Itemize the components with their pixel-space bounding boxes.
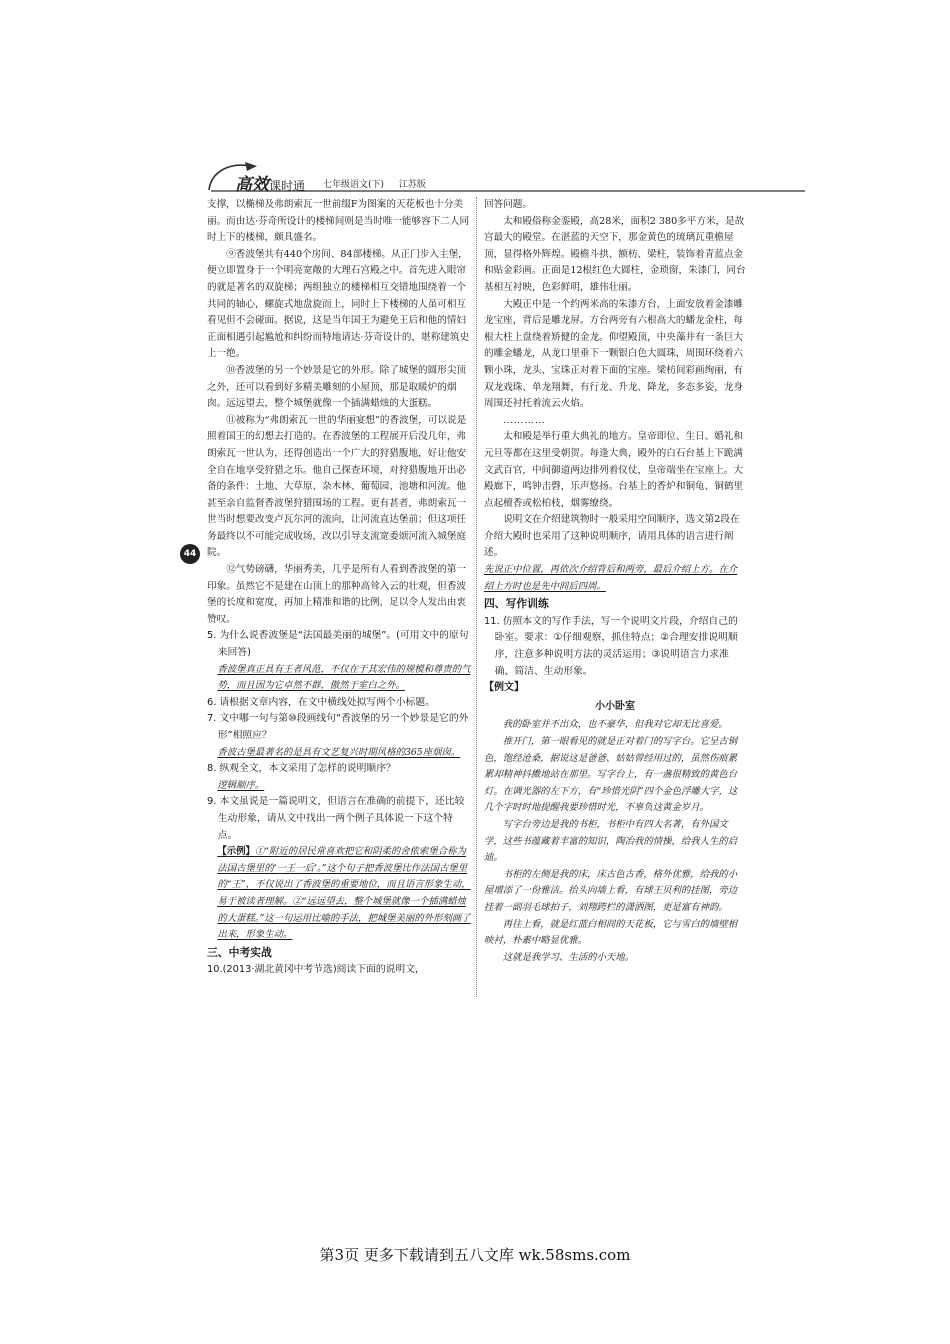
- column-divider: [476, 197, 477, 997]
- question-5: 5. 为什么说香波堡是“法国最美丽的城堡”。(可用文中的原句来回答): [207, 630, 469, 659]
- paragraph: ⑫气势磅礴，华丽秀美，几乎是所有人看到香波堡的第一印象。虽然它不是建在山顶上的那种高耸入云的壮观，但香波堡的长度和宽度，再加上精准和谐的比例，足以令人发出由衷赞叹。: [207, 564, 467, 625]
- example-paragraph: 我的卧室并不出众，也不豪华，但我对它却无比喜爱。: [502, 719, 728, 731]
- paragraph: ⑨香波堡共有440个房间、84部楼梯。从正门步入主堡，便立即置身于一个明亮宽敞的大理石宫殿之中。首先进入眼帘的就是著名的双旋梯；两组独立的楼梯相互交错地围绕着一个共同的轴心，螺旋式地盘旋而上，同时上下楼梯的人虽可相互看见但不会碰面。据说，这是当年国王为避免王后和他的情妇正面相遇引起尴尬和纠纷而特地请达·芬奇设计的，堪称建筑史上一绝。: [207, 248, 470, 360]
- answer-9-text: ①“附近的居民常喜欢把它和阴柔的舍侬索堡合称为法国古堡里的‘一王一后’。”这个句子把香波堡比作法国古堡里的“王”，不仅说出了香波堡的重要地位，而且语言形象生动，易于被读者理解。②“远远望去，整个城堡就像一个插满蜡烛的大蛋糕。”这一句运用比喻的手法，把城堡美丽的外形刻画了出来，形象生动。: [217, 846, 471, 941]
- example-paragraph: 这就是我学习、生活的小天地。: [502, 951, 635, 963]
- edition-label: 江苏版: [398, 180, 426, 190]
- section-heading-4: 四、写作训练: [484, 597, 549, 611]
- example-paragraph: 再往上看，就是红蓝白相间的天花板，它与雪白的墙壁相映衬，朴素中略显优雅。: [484, 918, 738, 947]
- ellipsis: …………: [503, 414, 546, 426]
- brand-title: 高效课时通: [235, 175, 306, 195]
- answer-9: [217, 844, 471, 944]
- question-7: 7. 文中哪一句与第⑩段画线句“香波堡的另一个妙景是它的外形”相照应？: [207, 713, 469, 741]
- example-tag: 【例文】: [484, 682, 524, 694]
- question-9: 9. 本文虽说是一篇说明文，但语言在准确的前提下，还比较生动形象，请从文中找出一两个例子具体说一下这个特点。: [207, 796, 465, 841]
- answer-8: 逻辑顺序。: [217, 779, 265, 791]
- answer-7: 香波古堡最著名的是具有文艺复兴时期风格的365座烟囱。: [217, 746, 461, 758]
- answer-5: 香波堡真正具有王者风范，不仅在于其宏伟的规模和尊贵的气势，而且因为它卓然不群，傲然于室白之外。: [217, 663, 471, 692]
- page-number-badge: 44: [180, 544, 200, 564]
- question-8: 8. 纵观全文，本文采用了怎样的说明顺序？: [207, 763, 396, 775]
- left-column: [207, 197, 471, 979]
- question-10-prompt: 说明文在介绍建筑物时一般采用空间顺序，选文第2段在介绍大殿时也采用了这种说明顺序，请用具体的语言进行阐述。: [484, 514, 740, 559]
- paragraph: ⑪被称为“弗朗索瓦一世的华丽宴想”的香波堡，可以说是照着国王的幻想去打造的。在香波堡的工程展开后没几年，弗朗索瓦一世认为，还得创造出一个广大的狩猎腹地，好让他安全自在地享受狩猎之乐。他自己探查环境，对狩猎腹地开出必备的条件：土地、大草原、杂木林、葡萄园、池塘和河流。他甚至亲自监督香波堡狩猎围场的工程。更有甚者，弗朗索瓦一世当时想要改变卢瓦尔河的流向，让河流直达堡前；但这项任务最终以不可能完成收场，改以引导支流宽委颂河流入城堡庭院。: [207, 414, 467, 559]
- example-paragraph: 写字台旁边是我的书柜，书柜中有四大名著，有外国文学，这些书蕴藏着丰富的知识，陶冶我的情操，给我人生的启迪。: [484, 818, 738, 864]
- page-header: [205, 160, 805, 196]
- section-heading-3: 三、中考实战: [207, 945, 272, 959]
- page-footer: 第3页 更多下载请到五八文库 wk.58sms.com: [319, 1246, 631, 1264]
- answer-10: 先说正中位置，再依次介绍背后和两旁，最后介绍上方。在介绍上方时也是先中间后四周。: [484, 564, 738, 592]
- example-title: 小小卧室: [595, 700, 635, 712]
- paragraph: 太和殿是举行重大典礼的地方。皇帝即位、生日、婚礼和元旦等都在这里受朝贺。每逢大典，殿外的白石台基上下跪满文武百官，中间御道两边排列着仪仗，皇帝端坐在宝座上。大殿廊下，鸣钟击磬，乐声悠扬。台基上的香炉和铜龟、铜鹤里点起檀香或松柏枝，烟雾缭绕。: [484, 431, 744, 509]
- example-paragraph: 书柜的左侧是我的床，床古色古香，格外优雅，给我的小屋增添了一份雅洁。抬头向墙上看，有球王贝利的挂图，旁边挂着一副羽毛球拍子，刘翔跨栏的潇洒图，更是富有神韵。: [484, 868, 738, 913]
- book-meta: [323, 177, 438, 190]
- question-6: 6. 请根据文章内容，在文中横线处拟写两个小标题。: [207, 696, 435, 708]
- paragraph: 支撑，以椭梯及弗朗索瓦一世前缀F为图案的天花板也十分美丽。而由达·芬奇所设计的楼梯间则是当时唯一能够容下二人同时上下的楼梯，颇具盛名。: [207, 199, 470, 244]
- paragraph: 回答问题。: [484, 199, 532, 210]
- example-tag: 【示例】: [217, 846, 255, 858]
- example-paragraph: 推开门，第一眼看见的就是正对着门的写字台。它呈古铜色，饱经沧桑，据说这是爸爸、姑姑曾经用过的，虽然伤痕累累却精神抖擞地站在那里。写字台上，有一盏很精致的黄色台灯。在调光器的左下方，有“珍惜光阴”四个金色浮雕大字，这几个字时时地提醒我要珍惜时光，不辜负这黄金岁月。: [484, 736, 738, 814]
- question-11: 11. 仿照本文的写作手法，写一个说明文片段，介绍自己的卧室。要求：①仔细观察，抓住特点；②合理安排说明顺序，注意多种说明方法的灵活运用；③说明语言力求准确、简洁、生动形象。: [484, 615, 738, 677]
- paragraph: ⑩香波堡的另一个妙景是它的外形。除了城堡的圆形尖顶之外，还可以看到好多精美雕刻的小屋顶，那是取暖炉的烟囱。远远望去，整个城堡就像一个插满蜡烛的大蛋糕。: [207, 364, 467, 410]
- question-10: 10.(2013·湖北黄冈中考节选)阅读下面的说明文，: [207, 964, 425, 976]
- paragraph: 太和殿俗称金銮殿，高28米，面积2 380多平方米，是故宫最大的殿堂。在湛蓝的天空下，那金黄色的琉璃瓦重檐屋顶，显得格外辉煌。殿檐斗拱、额枋、梁柱，装饰着青蓝点金和贴金彩画。正面是12根红色大圆柱，金琐窗，朱漆门，同台基相互衬映，色彩鲜明，雄伟壮丽。: [484, 215, 746, 293]
- right-column: [484, 197, 746, 966]
- paragraph: 大殿正中是一个约两米高的朱漆方台，上面安放着金漆雕龙宝座，背后是雕龙屏。方台两旁有六根高大的蟠龙金柱，每根大柱上盘绕着矫健的金龙。仰望殿顶，中央藻井有一条巨大的雕金蟠龙，从龙口里垂下一颗银白色大圆珠，周围环绕着六颗小珠，龙头、宝珠正对着下面的宝座。梁枋间彩画绚丽，有双龙戏珠、单龙翔舞，有行龙、升龙、降龙，多态多姿，龙身周围还衬托着流云火焰。: [484, 298, 744, 410]
- grade-label: 七年级语文(下): [323, 180, 385, 190]
